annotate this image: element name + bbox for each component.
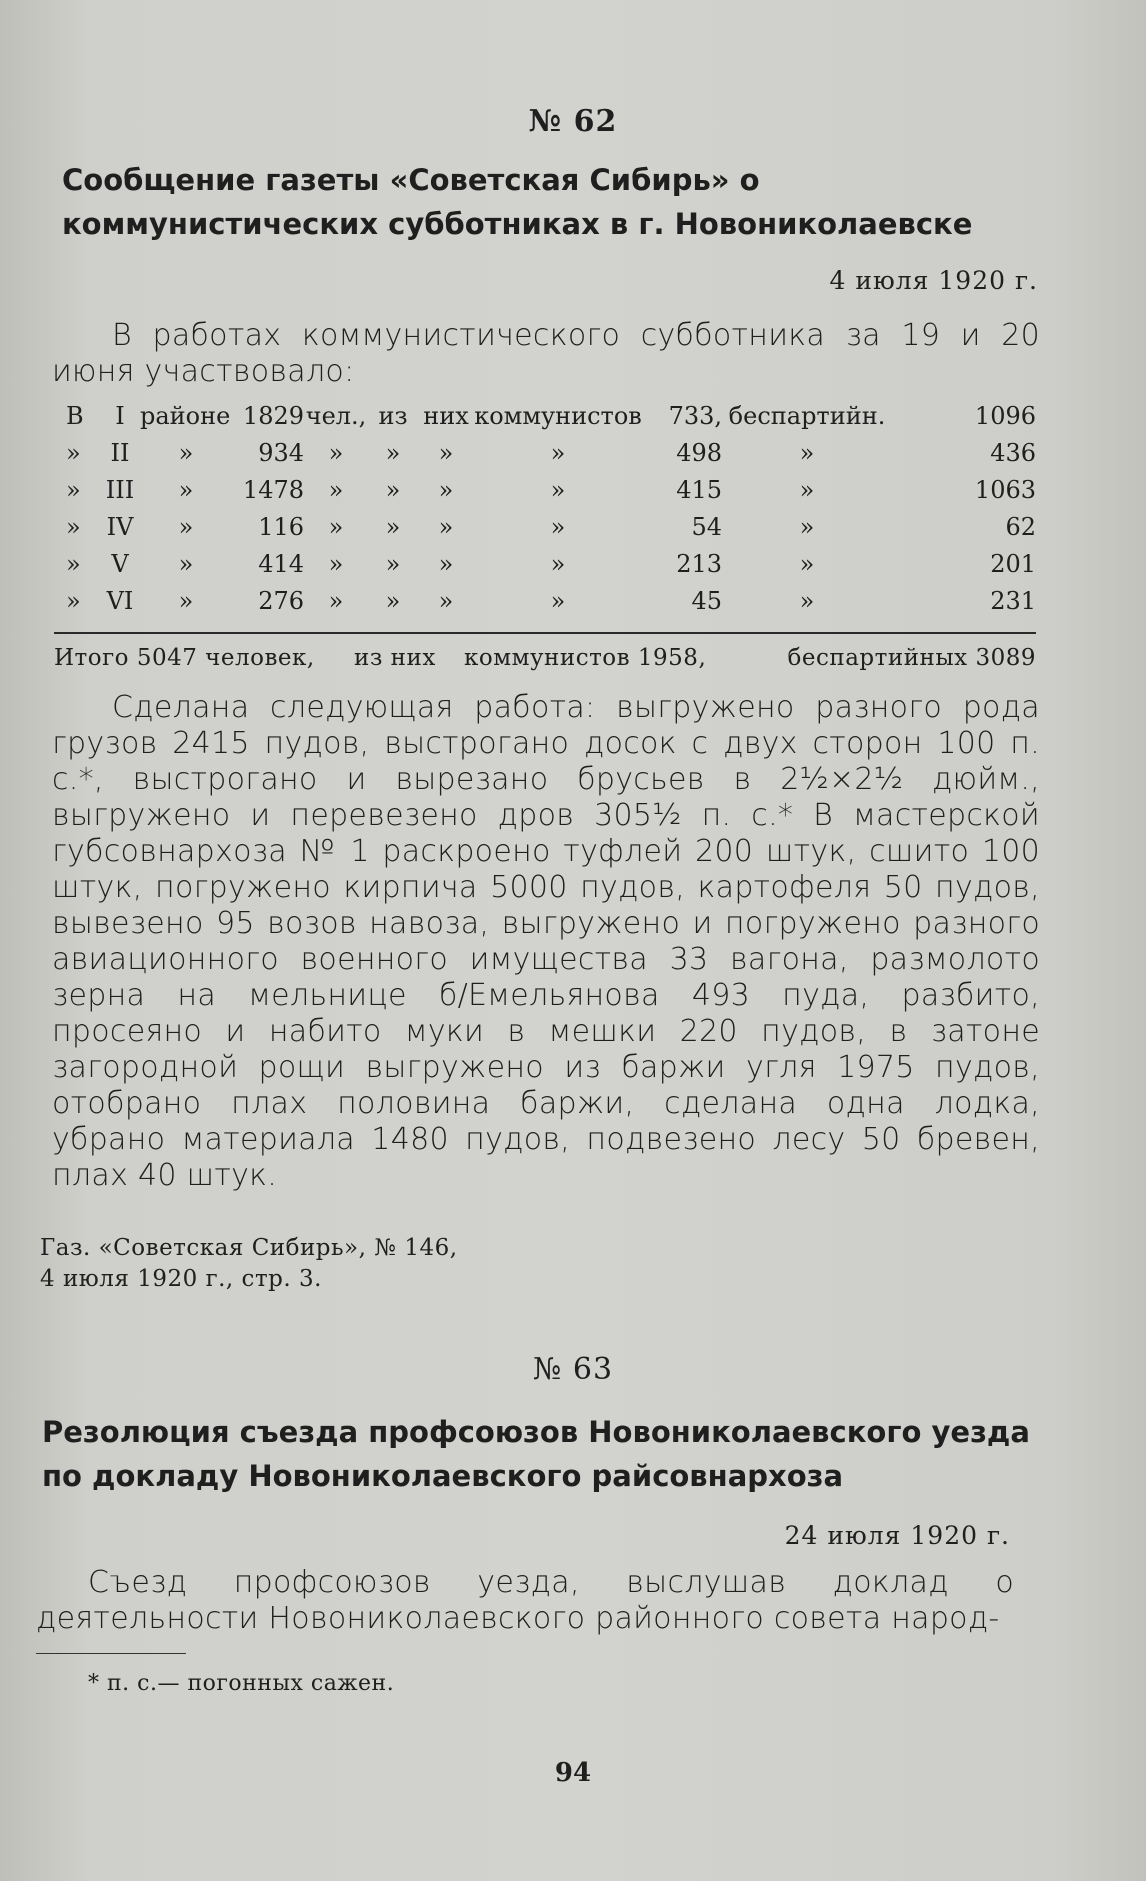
source-line-1: Газ. «Советская Сибирь», № 146,	[40, 1235, 458, 1261]
body-text: Сделана следующая работа: выгружено разного рода грузов 2415 пудов, выстрогано досок с двух сторон 100 п. с.*, выстрогано и вырезано брусьев в 2½×2½ дюйм., выгружено и перевезено дров 305½ п. с.* В мастерской губсовнархоза № 1 раскроено туфлей 200 штук, сшито 100 штук, погружено кирпича 5000 пудов, картофеля 50 пудов, вывезено 95 возов навоза, выгружено и погружено разного авиационного военного имущества 33 вагона, размолото зерна на мельнице б/Емельянова 493 пуда, разбито, просеяно и набито муки в мешки 220 пудов, в затоне загородной рощи выгружено из баржи угля 1975 пудов, отобрано плах половина баржи, сделана одна лодка, убрано материала 1480 пудов, подвезено лесу 50 бревен, плах 40 штук.	[52, 690, 1040, 1193]
table-cell: I	[115, 401, 125, 430]
table-cell: »	[799, 438, 815, 467]
table-cell: V	[111, 549, 129, 578]
table-cell: »	[328, 512, 344, 541]
document-number-62: № 62	[528, 104, 618, 139]
table-cell: II	[110, 438, 130, 467]
table-cell: »	[799, 549, 815, 578]
table-cell: »	[438, 475, 454, 504]
table-cell: 415	[676, 475, 722, 504]
document-62-source	[40, 1233, 458, 1295]
footnote: * п. с.— погонных сажен.	[88, 1671, 395, 1696]
table-cell: »	[178, 438, 194, 467]
table-cell: »	[66, 512, 81, 541]
table-cell: чел.,	[305, 401, 367, 430]
participants-table	[66, 397, 1036, 619]
table-cell: »	[328, 549, 344, 578]
total-communists: коммунистов 1958,	[464, 645, 707, 671]
table-cell: из	[378, 401, 408, 430]
table-cell: III	[105, 475, 135, 504]
table-row	[66, 582, 1036, 619]
table-cell: »	[550, 512, 566, 541]
document-63-body	[36, 1565, 1014, 1637]
table-cell: »	[385, 549, 401, 578]
table-cell: 116	[258, 512, 304, 541]
table-cell: »	[799, 586, 815, 615]
table-cell: 201	[990, 549, 1036, 578]
document-63-date: 24 июля 1920 г.	[784, 1521, 1010, 1550]
table-cell: 1829	[242, 401, 304, 430]
table-cell: 62	[1005, 512, 1036, 541]
table-cell: беспартийн.	[728, 401, 886, 430]
table-cell: 231	[990, 586, 1036, 615]
table-cell: »	[550, 586, 566, 615]
document-number-63: № 63	[532, 1352, 614, 1387]
table-cell: »	[178, 475, 194, 504]
table-cell: IV	[106, 512, 134, 541]
table-cell: 276	[258, 586, 304, 615]
table-cell: »	[66, 475, 81, 504]
document-62-body	[52, 690, 1040, 1194]
table-cell: »	[385, 475, 401, 504]
table-cell: них	[423, 401, 469, 430]
table-cell: 414	[258, 549, 304, 578]
table-total-row	[54, 645, 1036, 671]
table-cell: »	[385, 438, 401, 467]
table-row	[66, 471, 1036, 508]
table-cell: 45	[691, 586, 722, 615]
table-cell: »	[438, 512, 454, 541]
table-cell: »	[66, 438, 81, 467]
table-cell: VI	[106, 586, 134, 615]
table-cell: районе	[140, 401, 231, 430]
table-cell: »	[328, 586, 344, 615]
table-cell: »	[799, 512, 815, 541]
table-cell: 498	[676, 438, 722, 467]
table-cell: 1063	[974, 475, 1036, 504]
table-cell: »	[328, 438, 344, 467]
table-cell: 1478	[242, 475, 304, 504]
table-cell: 436	[990, 438, 1036, 467]
table-cell: »	[438, 586, 454, 615]
table-cell: »	[550, 549, 566, 578]
document-62-date: 4 июля 1920 г.	[829, 266, 1038, 295]
table-cell: »	[66, 586, 81, 615]
intro-text: В работах коммунистического субботника за 19 и 20 июня участвовало:	[52, 318, 1040, 389]
table-cell: »	[178, 549, 194, 578]
total-label: Итого 5047 человек,	[54, 645, 315, 671]
table-cell: 934	[258, 438, 304, 467]
table-cell: коммунистов	[474, 401, 642, 430]
table-cell: »	[66, 549, 81, 578]
table-cell: »	[385, 512, 401, 541]
table-cell: 54	[691, 512, 722, 541]
document-62-intro	[52, 318, 1040, 390]
table-row	[66, 508, 1036, 545]
table-cell: »	[799, 475, 815, 504]
table-cell: »	[178, 586, 194, 615]
table-row	[66, 545, 1036, 582]
document-63-title: Резолюция съезда профсоюзов Новониколаевского уезда по докладу Новониколаевского райсовнархоза	[42, 1415, 1030, 1493]
table-row	[66, 434, 1036, 471]
table-cell: »	[550, 438, 566, 467]
table-cell: 733,	[668, 401, 722, 430]
table-total-rule	[54, 632, 1036, 634]
table-cell: »	[385, 586, 401, 615]
total-mid: из них	[354, 645, 436, 671]
table-cell: »	[550, 475, 566, 504]
body-text: Съезд профсоюзов уезда, выслушав доклад о деятельности Новониколаевского районного совета народ-	[36, 1565, 1014, 1636]
table-cell: »	[438, 549, 454, 578]
source-line-2: 4 июля 1920 г., стр. 3.	[40, 1266, 322, 1292]
table-cell: 1096	[974, 401, 1036, 430]
page-number: 94	[554, 1758, 592, 1788]
table-cell: 213	[676, 549, 722, 578]
footnote-rule	[36, 1653, 186, 1654]
table-cell: »	[178, 512, 194, 541]
table-cell: »	[328, 475, 344, 504]
document-62-title: Сообщение газеты «Советская Сибирь» о коммунистических субботниках в г. Новониколаевске	[62, 163, 973, 241]
table-cell: »	[438, 438, 454, 467]
table-cell: В	[66, 401, 84, 430]
total-nonparty: беспартийных 3089	[787, 645, 1036, 671]
table-row	[66, 397, 1036, 434]
